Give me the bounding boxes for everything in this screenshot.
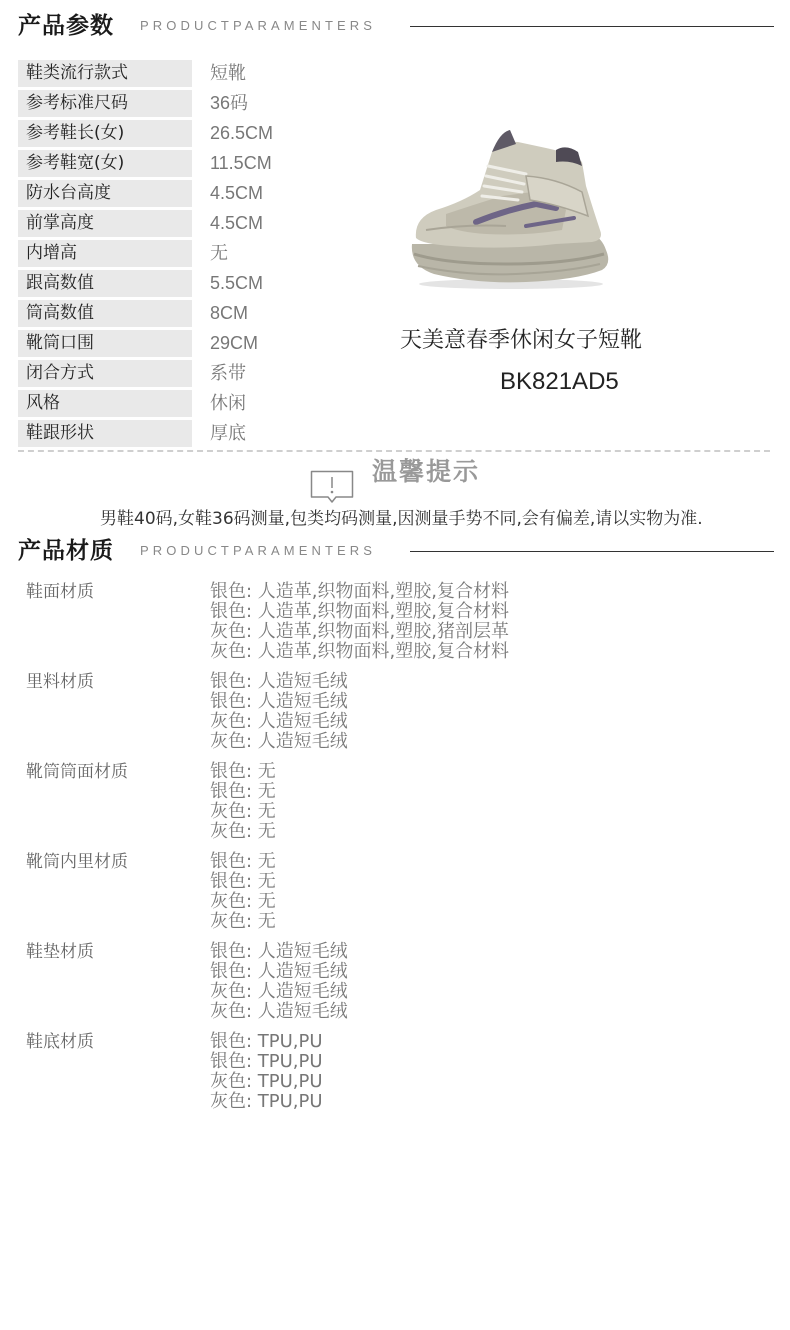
material-label: 鞋底材质 xyxy=(26,1032,94,1052)
tip-title: 温馨提示 xyxy=(372,457,481,486)
material-values xyxy=(210,582,509,662)
param-value: 无 xyxy=(210,243,228,263)
material-value: 灰色: 人造革,织物面料,塑胶,猪剖层革 xyxy=(210,621,509,642)
material-value: 银色: TPU,PU xyxy=(210,1051,323,1072)
param-value: 厚底 xyxy=(210,423,246,443)
material-label: 鞋垫材质 xyxy=(26,942,94,962)
param-value: 休闲 xyxy=(210,393,246,413)
material-value: 灰色: TPU,PU xyxy=(210,1071,323,1092)
param-label: 闭合方式 xyxy=(18,360,192,387)
material-value: 灰色: 无 xyxy=(210,801,276,822)
param-value: 4.5CM xyxy=(210,183,264,203)
param-value: 5.5CM xyxy=(210,273,264,293)
param-label: 参考鞋长(女) xyxy=(18,120,192,147)
product-code: BK821AD5 xyxy=(500,368,619,395)
param-label: 防水台高度 xyxy=(18,180,192,207)
params-section-title: 产品参数 xyxy=(18,13,114,39)
material-values xyxy=(210,852,276,932)
param-label: 鞋类流行款式 xyxy=(18,60,192,87)
param-value: 26.5CM xyxy=(210,123,274,143)
param-value: 8CM xyxy=(210,303,249,323)
material-value: 银色: 无 xyxy=(210,761,276,782)
material-value: 灰色: 人造短毛绒 xyxy=(210,711,348,732)
material-value: 灰色: TPU,PU xyxy=(210,1091,323,1112)
material-label: 靴筒内里材质 xyxy=(26,852,128,872)
material-value: 灰色: 人造革,织物面料,塑胶,复合材料 xyxy=(210,641,509,662)
material-group xyxy=(0,672,790,762)
param-row xyxy=(18,270,358,300)
param-label: 靴筒口围 xyxy=(18,330,192,357)
material-value: 银色: 人造革,织物面料,塑胶,复合材料 xyxy=(210,581,509,602)
material-value: 灰色: 人造短毛绒 xyxy=(210,731,348,752)
dashed-divider xyxy=(18,450,770,452)
material-value: 灰色: 无 xyxy=(210,891,276,912)
materials-section-subtitle: PRODUCTPARAMENTERS xyxy=(140,543,377,558)
param-value: 11.5CM xyxy=(210,153,272,173)
params-section-subtitle: PRODUCTPARAMENTERS xyxy=(140,18,377,33)
params-section-rule xyxy=(410,26,774,27)
sneaker-image xyxy=(406,126,612,292)
param-row xyxy=(18,90,358,120)
param-row xyxy=(18,390,358,420)
param-label: 风格 xyxy=(18,390,192,417)
material-value: 银色: TPU,PU xyxy=(210,1031,323,1052)
material-group xyxy=(0,582,790,672)
material-value: 灰色: 人造短毛绒 xyxy=(210,981,348,1002)
param-label: 跟高数值 xyxy=(18,270,192,297)
material-value: 银色: 人造短毛绒 xyxy=(210,691,348,712)
material-label: 鞋面材质 xyxy=(26,582,94,602)
param-row xyxy=(18,420,358,450)
material-values xyxy=(210,1032,323,1112)
material-group xyxy=(0,762,790,852)
param-value: 系带 xyxy=(210,363,246,383)
param-value: 36码 xyxy=(210,93,249,113)
material-value: 银色: 人造短毛绒 xyxy=(210,671,348,692)
param-row xyxy=(18,120,358,150)
param-value: 29CM xyxy=(210,333,259,353)
param-row xyxy=(18,360,358,390)
material-value: 灰色: 无 xyxy=(210,911,276,932)
material-group xyxy=(0,1032,790,1122)
params-table xyxy=(18,60,358,450)
param-label: 筒高数值 xyxy=(18,300,192,327)
material-value: 银色: 无 xyxy=(210,851,276,872)
params-section-header xyxy=(18,10,774,42)
material-values xyxy=(210,672,348,752)
material-value: 灰色: 人造短毛绒 xyxy=(210,1001,348,1022)
param-label: 内增高 xyxy=(18,240,192,267)
param-row xyxy=(18,60,358,90)
param-row xyxy=(18,330,358,360)
param-row xyxy=(18,180,358,210)
material-value: 银色: 无 xyxy=(210,871,276,892)
materials-list xyxy=(0,582,790,1122)
material-value: 银色: 人造短毛绒 xyxy=(210,961,348,982)
material-value: 灰色: 无 xyxy=(210,821,276,842)
material-value: 银色: 人造革,织物面料,塑胶,复合材料 xyxy=(210,601,509,622)
param-label: 鞋跟形状 xyxy=(18,420,192,447)
materials-section-title: 产品材质 xyxy=(18,538,114,564)
param-label: 参考标准尺码 xyxy=(18,90,192,117)
material-group xyxy=(0,942,790,1032)
material-value: 银色: 人造短毛绒 xyxy=(210,941,348,962)
param-row xyxy=(18,240,358,270)
material-values xyxy=(210,942,348,1022)
param-row xyxy=(18,300,358,330)
param-row xyxy=(18,150,358,180)
material-value: 银色: 无 xyxy=(210,781,276,802)
materials-section-rule xyxy=(410,551,774,552)
material-label: 里料材质 xyxy=(26,672,94,692)
param-value: 短靴 xyxy=(210,63,246,83)
param-label: 前掌高度 xyxy=(18,210,192,237)
material-values xyxy=(210,762,276,842)
param-label: 参考鞋宽(女) xyxy=(18,150,192,177)
material-label: 靴筒筒面材质 xyxy=(26,762,128,782)
exclamation-bubble-icon xyxy=(310,470,354,504)
product-name: 天美意春季休闲女子短靴 xyxy=(400,328,643,353)
param-row xyxy=(18,210,358,240)
tip-text: 男鞋40码,女鞋36码测量,包类均码测量,因测量手势不同,会有偏差,请以实物为准. xyxy=(100,509,703,529)
material-group xyxy=(0,852,790,942)
materials-section-header xyxy=(18,535,774,567)
param-value: 4.5CM xyxy=(210,213,264,233)
